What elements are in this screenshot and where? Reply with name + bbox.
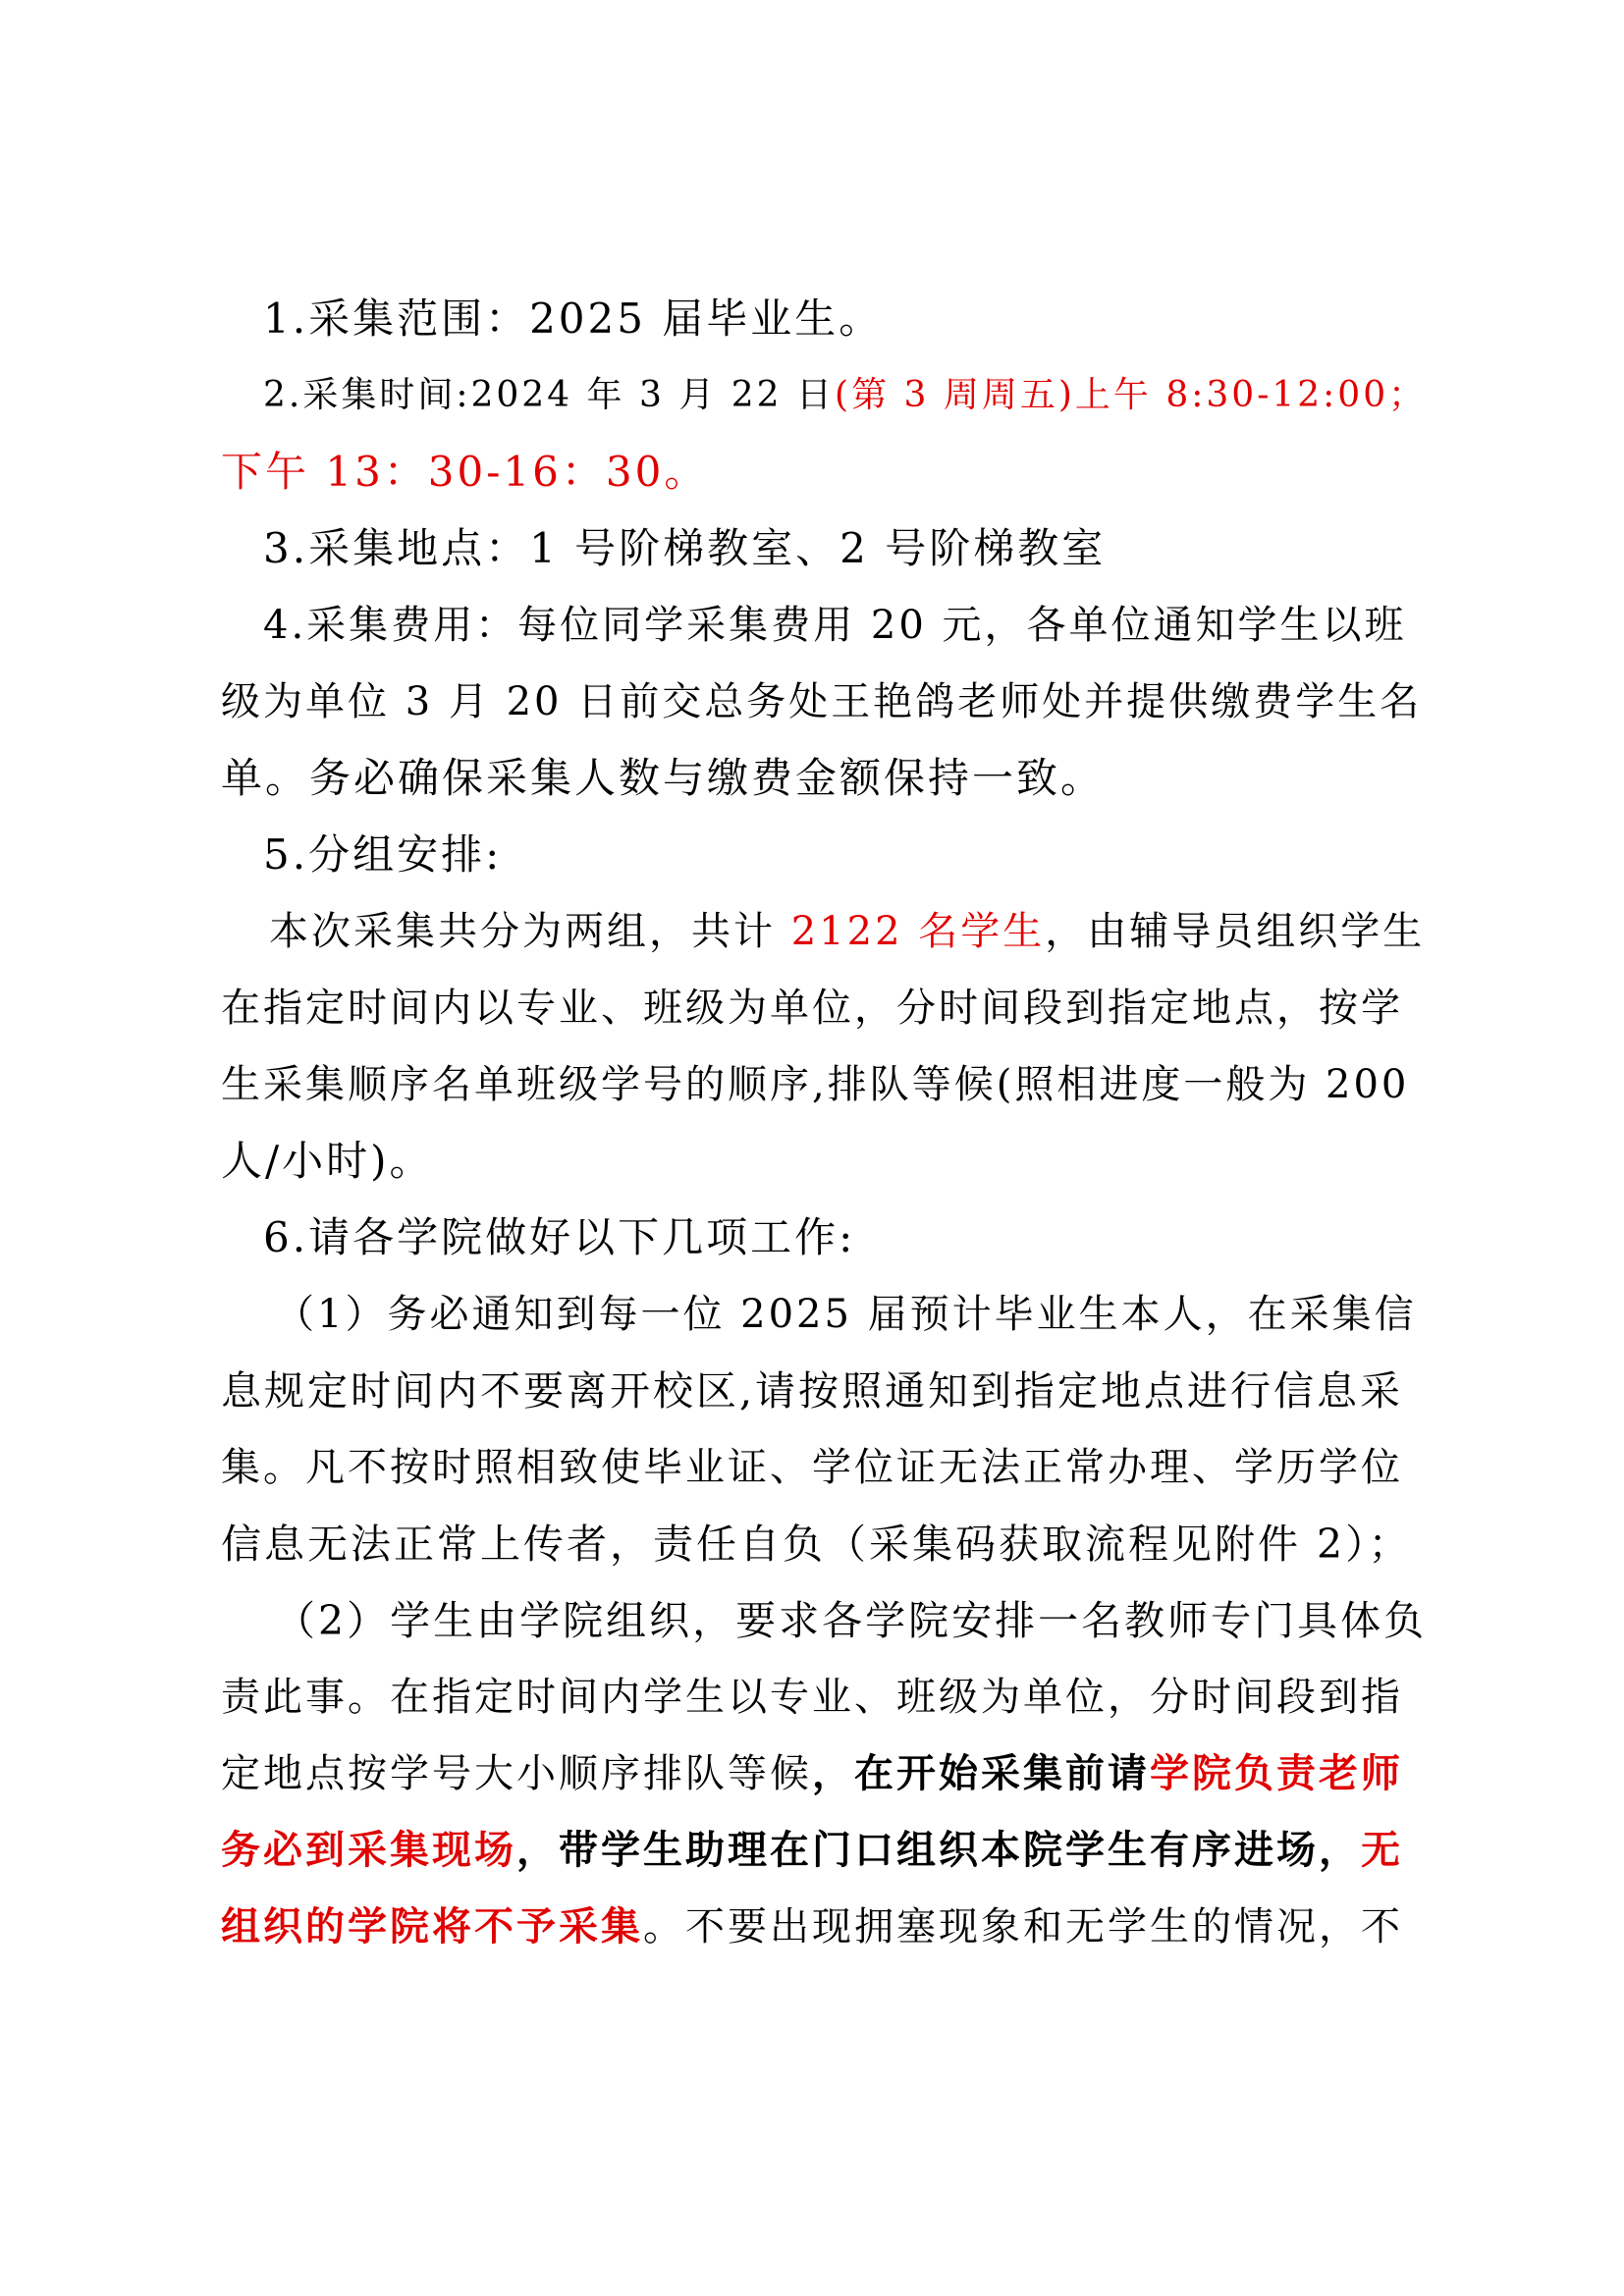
- item-6-sub-2-line-5: [221, 1889, 1429, 1965]
- item-2-afternoon-line: [221, 434, 1429, 510]
- item-2-afternoon: 下午 13：30-16：30。: [221, 448, 709, 496]
- item-5-line-1: [269, 893, 1429, 970]
- item-6-heading: [263, 1200, 1429, 1276]
- item-5-line-4: [221, 1123, 1429, 1200]
- item-2-label: 2.采集时间:2024 年 3 月 22 日: [263, 375, 836, 415]
- item-5-line-3-text: 生采集顺序名单班级学号的顺序,排队等候(照相进度一般为 200: [221, 1062, 1410, 1107]
- item-6-sub-1-line-2-text: 息规定时间内不要离开校区,请按照通知到指定地点进行信息采: [221, 1367, 1404, 1415]
- item-6-sub-2-line-4-red-end: 无: [1361, 1827, 1403, 1873]
- item-6-sub-2-line-2: [221, 1659, 1429, 1735]
- item-2-week: (第 3 周周五): [835, 375, 1075, 415]
- item-1-text: 1.采集范围：2025 届毕业生。: [263, 294, 884, 343]
- item-6-heading-text: 6.请各学院做好以下几项工作:: [263, 1213, 856, 1261]
- item-4-line-1: 4.采集费用：每位同学采集费用 20 元，各单位通知学生以班: [263, 603, 1407, 648]
- item-6-sub-2-line-3-bold: ，在开始采集前请: [812, 1750, 1150, 1796]
- item-2-time: [263, 357, 1429, 434]
- item-6-sub-2-line-1-text: （2）学生由学院组织，要求各学院安排一名教师专门具体负: [275, 1597, 1428, 1644]
- item-5-line-2: [221, 970, 1429, 1046]
- item-6-sub-2-line-5-plain: 。不要出现拥塞现象和无学生的情况，不: [643, 1904, 1403, 1949]
- item-6-sub-2-line-2-text: 责此事。在指定时间内学生以专业、班级为单位，分时间段到指: [221, 1675, 1403, 1720]
- item-5-line-2-text: 在指定时间内以专业、班级为单位，分时间段到指定地点，按学: [221, 986, 1403, 1031]
- item-4-line-3: 单。务必确保采集人数与缴费金额保持一致。: [221, 754, 1106, 802]
- item-2-morning: 上午 8:30-12:00；: [1074, 375, 1428, 415]
- item-6-sub-2-line-4: [221, 1812, 1429, 1889]
- item-5-line-3: [221, 1046, 1429, 1123]
- item-6-sub-2-line-4-bold: ，带学生助理在门口组织本院学生有序进场，: [516, 1827, 1361, 1873]
- item-6-sub-2-line-1: [275, 1582, 1429, 1659]
- item-6-sub-2-line-3: [221, 1735, 1429, 1812]
- item-6-sub-2-line-3-plain: 定地点按学号大小顺序排队等候: [221, 1751, 812, 1796]
- item-4-line-2: 级为单位 3 月 20 日前交总务处王艳鸽老师处并提供缴费学生名: [221, 679, 1423, 724]
- item-1-scope: [263, 281, 1429, 357]
- item-6-sub-1-line-2: [221, 1353, 1429, 1429]
- item-5-student-count: 2122 名学生: [790, 909, 1046, 954]
- item-5-heading-text: 5.分组安排:: [263, 830, 503, 879]
- item-6-sub-1-line-1: [275, 1276, 1429, 1353]
- item-4-fee-line-1: [263, 587, 1429, 664]
- item-5-p-start: 本次采集共分为两组，共计: [269, 909, 791, 954]
- item-6-sub-2-line-5-red: 组织的学院将不予采集: [221, 1903, 643, 1949]
- item-6-sub-2-line-4-red: 务必到采集现场: [221, 1827, 516, 1873]
- item-6-sub-1-line-3-text: 集。凡不按时照相致使毕业证、学位证无法正常办理、学历学位: [221, 1445, 1403, 1490]
- item-3-location: [263, 510, 1429, 587]
- item-5-line-4-text: 人/小时)。: [221, 1137, 434, 1185]
- item-3-text: 3.采集地点：1 号阶梯教室、2 号阶梯教室: [263, 524, 1107, 572]
- item-5-p-rest: ，由辅导员组织学生: [1045, 909, 1426, 954]
- item-4-fee-line-2: [221, 664, 1429, 740]
- item-6-sub-1-line-1-text: （1）务必通知到每一位 2025 届预计毕业生本人，在采集信: [275, 1292, 1417, 1337]
- item-6-sub-2-line-3-red: 学院负责老师: [1150, 1750, 1403, 1796]
- item-5-heading: [263, 817, 1429, 893]
- item-6-sub-1-line-4-text: 信息无法正常上传者，责任自负（采集码获取流程见附件 2）；: [221, 1521, 1412, 1568]
- item-4-fee-line-3: [221, 740, 1429, 817]
- item-6-sub-1-line-4: [221, 1506, 1429, 1582]
- item-6-sub-1-line-3: [221, 1429, 1429, 1506]
